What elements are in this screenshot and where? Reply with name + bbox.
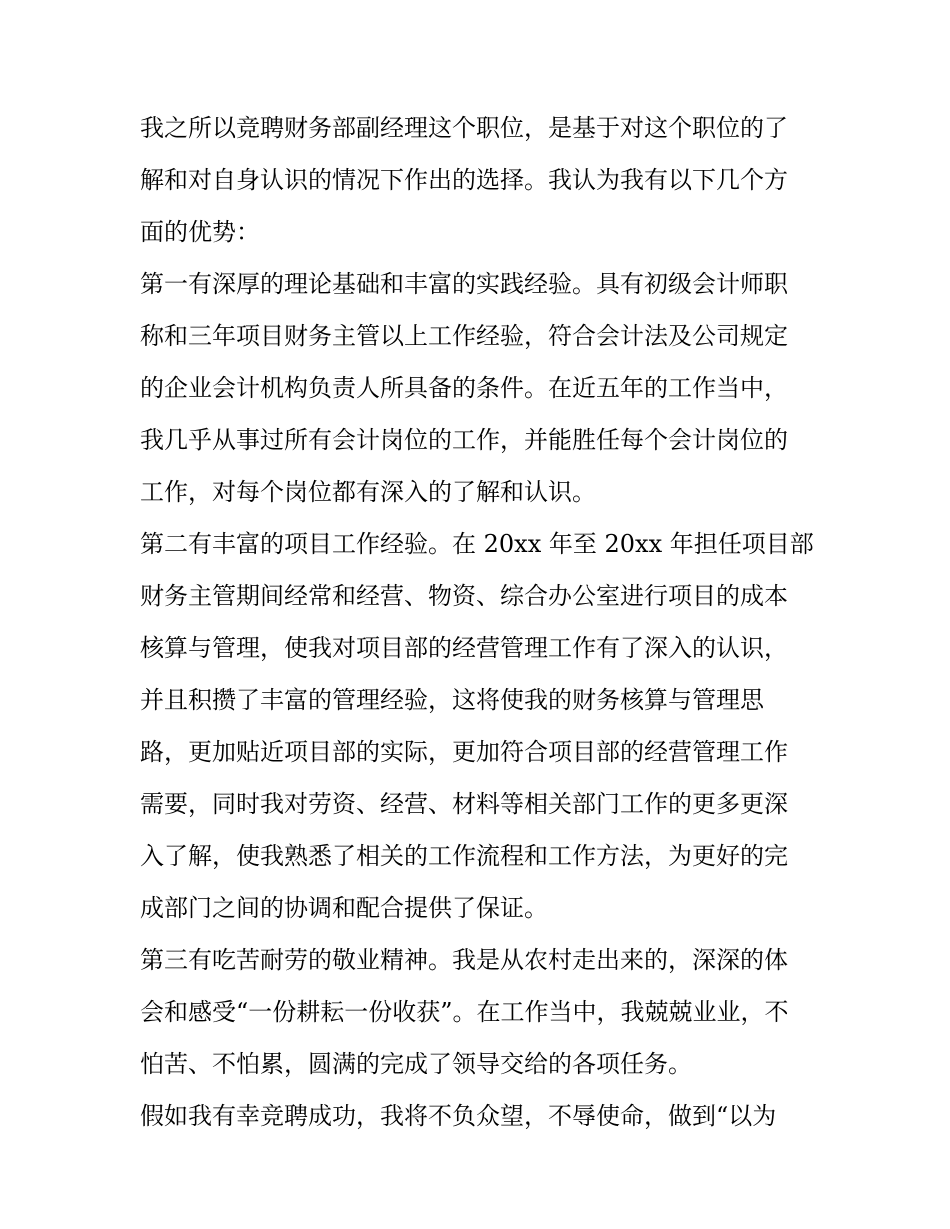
text-line: 财务主管期间经常和经营、物资、综合办公室进行项目的成本 (140, 582, 788, 610)
text-line: 假如我有幸竞聘成功，我将不负众望，不辱使命，做到“以为 (140, 1102, 777, 1130)
text-line: 我几乎从事过所有会计岗位的工作，并能胜任每个会计岗位的 (140, 426, 788, 454)
text-line: 路，更加贴近项目部的实际，更加符合项目部的经营管理工作 (140, 738, 788, 766)
text-line: 工作，对每个岗位都有深入的了解和认识。 (140, 478, 596, 506)
text-line: 第二有丰富的项目工作经验。在 20xx 年至 20xx 年担任项目部 (140, 530, 814, 558)
text-line: 的企业会计机构负责人所具备的条件。在近五年的工作当中， (140, 374, 788, 402)
text-line: 成部门之间的协调和配合提供了保证。 (140, 894, 548, 922)
text-line: 我之所以竞聘财务部副经理这个职位，是基于对这个职位的了 (140, 114, 788, 142)
text-line: 核算与管理，使我对项目部的经营管理工作有了深入的认识， (140, 634, 788, 662)
document-body (140, 102, 820, 1142)
text-line: 并且积攒了丰富的管理经验，这将使我的财务核算与管理思 (140, 686, 764, 714)
text-line: 需要，同时我对劳资、经营、材料等相关部门工作的更多更深 (140, 790, 788, 818)
text-line: 入了解，使我熟悉了相关的工作流程和工作方法，为更好的完 (140, 842, 788, 870)
text-line: 怕苦、不怕累，圆满的完成了领导交给的各项任务。 (140, 1050, 692, 1078)
text-line: 会和感受“一份耕耘一份收获”。在工作当中，我兢兢业业，不 (140, 998, 789, 1026)
text-line: 面的优势： (140, 218, 260, 246)
text-line: 解和对自身认识的情况下作出的选择。我认为我有以下几个方 (140, 166, 788, 194)
text-line: 第三有吃苦耐劳的敬业精神。我是从农村走出来的，深深的体 (140, 946, 788, 974)
text-line: 第一有深厚的理论基础和丰富的实践经验。具有初级会计师职 (140, 270, 788, 298)
text-line: 称和三年项目财务主管以上工作经验，符合会计法及公司规定 (140, 322, 788, 350)
